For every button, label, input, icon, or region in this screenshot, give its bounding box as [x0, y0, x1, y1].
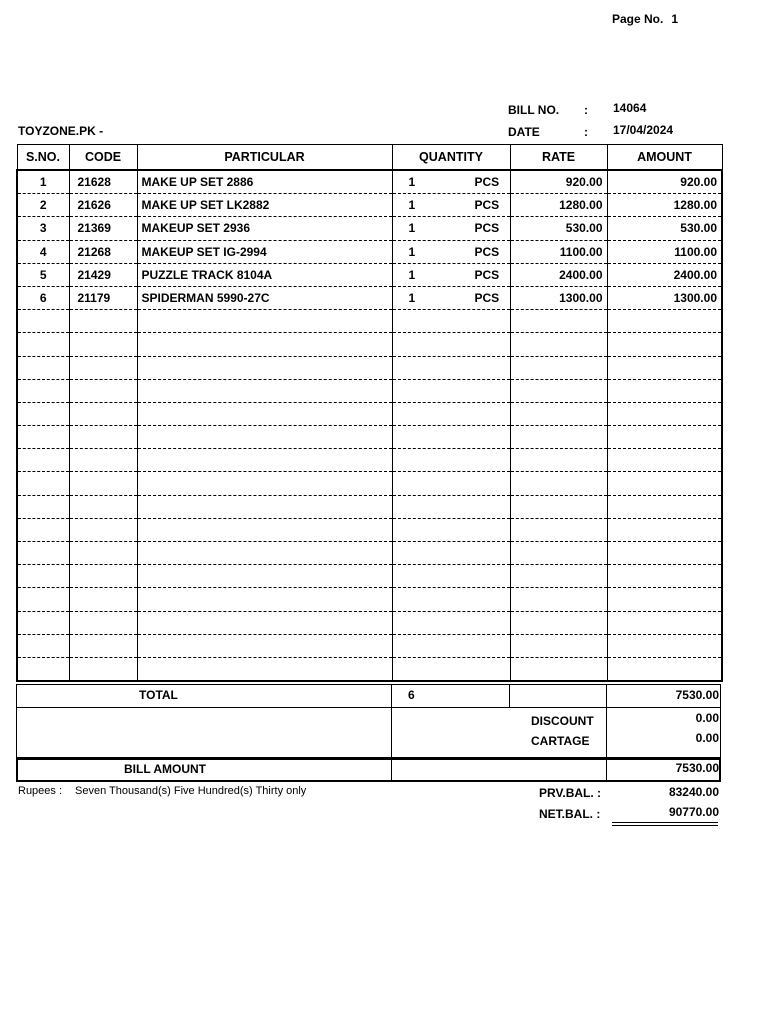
table-row: [17, 263, 722, 286]
cell-code: [69, 565, 137, 588]
cell-quantity: [392, 240, 510, 263]
table-row: [17, 240, 722, 263]
items-body: [17, 170, 722, 681]
quantity-unit: PCS: [474, 267, 500, 282]
discount-label: DISCOUNT: [531, 714, 594, 728]
cartage-label: CARTAGE: [531, 734, 590, 748]
empty-table-row: [17, 333, 722, 356]
cell-quantity: [392, 565, 510, 588]
cell-sno: [17, 379, 69, 402]
cell-code: [69, 426, 137, 449]
cell-quantity: [392, 426, 510, 449]
cell-quantity: [392, 495, 510, 518]
cell-amount: [607, 472, 722, 495]
empty-table-row: [17, 310, 722, 333]
quantity-number: 1: [408, 175, 416, 190]
adjustments-box: [16, 707, 721, 758]
cell-amount: [607, 402, 722, 425]
cell-amount: 1100.00: [607, 240, 722, 263]
cell-code: [69, 495, 137, 518]
cell-rate: 920.00: [510, 170, 607, 194]
cell-quantity: [392, 657, 510, 681]
cell-rate: [510, 472, 607, 495]
cell-sno: [17, 634, 69, 657]
cell-amount: 1300.00: [607, 286, 722, 309]
empty-table-row: [17, 379, 722, 402]
cell-rate: [510, 310, 607, 333]
cell-code: [69, 611, 137, 634]
cell-sno: [17, 495, 69, 518]
cell-amount: [607, 588, 722, 611]
cell-quantity: [392, 356, 510, 379]
cell-particular: [137, 518, 392, 541]
bill-amount-row: [16, 758, 721, 782]
table-row: [17, 286, 722, 309]
page-number: [612, 12, 686, 26]
table-row: [17, 194, 722, 217]
cell-amount: 920.00: [607, 170, 722, 194]
cell-quantity: [392, 194, 510, 217]
total-divider-2: [509, 684, 510, 708]
quantity-number: 1: [408, 198, 416, 213]
cell-amount: [607, 565, 722, 588]
cell-rate: [510, 657, 607, 681]
cell-quantity: [392, 449, 510, 472]
cell-amount: [607, 495, 722, 518]
empty-table-row: [17, 565, 722, 588]
cell-particular: [137, 495, 392, 518]
cell-rate: 530.00: [510, 217, 607, 240]
cell-amount: [607, 356, 722, 379]
empty-table-row: [17, 472, 722, 495]
cell-quantity: [392, 611, 510, 634]
date-label: DATE: [508, 125, 540, 139]
cell-quantity: [392, 263, 510, 286]
quantity-unit: PCS: [474, 244, 500, 259]
cell-code: [69, 657, 137, 681]
cell-amount: [607, 449, 722, 472]
cell-sno: [17, 333, 69, 356]
cell-sno: [17, 472, 69, 495]
header-sno: S.NO.: [17, 145, 69, 171]
cell-amount: [607, 611, 722, 634]
cell-rate: 1100.00: [510, 240, 607, 263]
cell-particular: [137, 310, 392, 333]
cell-sno: [17, 449, 69, 472]
cell-quantity: [392, 170, 510, 194]
cell-sno: [17, 426, 69, 449]
empty-table-row: [17, 518, 722, 541]
header-amount: AMOUNT: [607, 145, 722, 171]
cell-particular: [137, 542, 392, 565]
cell-rate: [510, 333, 607, 356]
cell-particular: MAKEUP SET 2936: [137, 217, 392, 240]
cell-quantity: [392, 588, 510, 611]
adjustments-divider-2: [606, 707, 607, 758]
empty-table-row: [17, 542, 722, 565]
cell-code: [69, 379, 137, 402]
cell-rate: [510, 611, 607, 634]
cell-rate: [510, 495, 607, 518]
cell-code: 21268: [69, 240, 137, 263]
cell-particular: [137, 611, 392, 634]
empty-table-row: [17, 634, 722, 657]
cell-sno: [17, 588, 69, 611]
cell-quantity: [392, 402, 510, 425]
quantity-number: 1: [408, 221, 416, 236]
cell-quantity: [392, 634, 510, 657]
quantity-number: 1: [408, 291, 416, 306]
table-header-row: [17, 145, 722, 171]
cell-amount: [607, 542, 722, 565]
cell-particular: MAKE UP SET 2886: [137, 170, 392, 194]
cell-rate: [510, 379, 607, 402]
cell-rate: [510, 542, 607, 565]
cell-rate: [510, 402, 607, 425]
cell-sno: [17, 657, 69, 681]
header-code: CODE: [69, 145, 137, 171]
empty-table-row: [17, 402, 722, 425]
bill-amount-label: BILL AMOUNT: [124, 762, 206, 776]
cell-code: [69, 518, 137, 541]
cell-particular: [137, 634, 392, 657]
bill-amount-divider-2: [606, 758, 607, 782]
cell-sno: [17, 611, 69, 634]
cell-sno: [17, 356, 69, 379]
cell-amount: [607, 634, 722, 657]
cell-code: 21369: [69, 217, 137, 240]
bill-amount-value: 7530.00: [675, 761, 719, 775]
cell-amount: 2400.00: [607, 263, 722, 286]
cell-amount: [607, 518, 722, 541]
cell-rate: [510, 518, 607, 541]
bill-no-label: BILL NO.: [508, 103, 560, 117]
cell-quantity: [392, 518, 510, 541]
empty-table-row: [17, 611, 722, 634]
cell-particular: [137, 449, 392, 472]
header-quantity: QUANTITY: [392, 145, 510, 171]
total-divider-1: [391, 684, 392, 708]
header-rate: RATE: [510, 145, 607, 171]
cell-amount: [607, 310, 722, 333]
cell-code: [69, 310, 137, 333]
cell-code: [69, 542, 137, 565]
bill-no-colon: :: [584, 103, 588, 117]
cell-code: [69, 588, 137, 611]
cell-sno: 1: [17, 170, 69, 194]
cell-amount: [607, 426, 722, 449]
prv-bal-value: 83240.00: [668, 785, 719, 799]
cell-sno: [17, 402, 69, 425]
cell-amount: [607, 657, 722, 681]
cell-particular: MAKE UP SET LK2882: [137, 194, 392, 217]
cell-code: [69, 333, 137, 356]
cell-code: 21429: [69, 263, 137, 286]
cell-particular: MAKEUP SET IG-2994: [137, 240, 392, 263]
total-row: [16, 684, 721, 708]
items-table: [16, 144, 723, 682]
page-number-value: 1: [671, 12, 679, 26]
empty-table-row: [17, 449, 722, 472]
cell-quantity: [392, 472, 510, 495]
cell-code: [69, 402, 137, 425]
cell-rate: [510, 588, 607, 611]
cell-rate: [510, 634, 607, 657]
cell-rate: [510, 449, 607, 472]
cell-particular: [137, 657, 392, 681]
cell-particular: [137, 402, 392, 425]
net-bal-double-underline: [612, 822, 718, 826]
cell-sno: [17, 518, 69, 541]
rupees-label: Rupees :: [18, 785, 63, 797]
cell-quantity: [392, 217, 510, 240]
cell-amount: [607, 379, 722, 402]
shop-name: TOYZONE.PK -: [18, 124, 104, 138]
cell-code: 21628: [69, 170, 137, 194]
cell-quantity: [392, 286, 510, 309]
adjustments-divider-1: [391, 707, 392, 758]
cell-rate: [510, 426, 607, 449]
cell-quantity: [392, 333, 510, 356]
total-amount: 7530.00: [675, 688, 719, 702]
cell-sno: 5: [17, 263, 69, 286]
rupees-in-words: Seven Thousand(s) Five Hundred(s) Thirty only: [75, 785, 307, 797]
quantity-number: 1: [408, 267, 416, 282]
cell-particular: [137, 565, 392, 588]
total-divider-3: [606, 684, 607, 708]
prv-bal-label: PRV.BAL. :: [539, 786, 602, 800]
quantity-number: 1: [408, 244, 416, 259]
cell-particular: [137, 333, 392, 356]
cell-code: 21626: [69, 194, 137, 217]
cell-particular: [137, 426, 392, 449]
cell-code: [69, 356, 137, 379]
bill-no-value: 14064: [613, 101, 647, 115]
cell-particular: [137, 356, 392, 379]
discount-value: 0.00: [695, 711, 719, 725]
cell-sno: [17, 542, 69, 565]
header-particular: PARTICULAR: [137, 145, 392, 171]
empty-table-row: [17, 657, 722, 681]
empty-table-row: [17, 426, 722, 449]
net-bal-label: NET.BAL. :: [539, 807, 601, 821]
empty-table-row: [17, 495, 722, 518]
cell-code: [69, 472, 137, 495]
total-qty: 6: [408, 688, 415, 702]
quantity-unit: PCS: [474, 175, 500, 190]
cell-sno: 2: [17, 194, 69, 217]
quantity-unit: PCS: [474, 291, 500, 306]
cell-particular: [137, 588, 392, 611]
empty-table-row: [17, 356, 722, 379]
empty-table-row: [17, 588, 722, 611]
cell-sno: [17, 310, 69, 333]
date-colon: :: [584, 125, 588, 139]
cell-code: [69, 449, 137, 472]
cell-rate: 2400.00: [510, 263, 607, 286]
cell-sno: 3: [17, 217, 69, 240]
table-row: [17, 217, 722, 240]
cell-rate: 1300.00: [510, 286, 607, 309]
date-value: 17/04/2024: [613, 123, 674, 137]
cell-quantity: [392, 542, 510, 565]
cell-code: 21179: [69, 286, 137, 309]
cell-quantity: [392, 310, 510, 333]
quantity-unit: PCS: [474, 198, 500, 213]
total-label: TOTAL: [139, 688, 178, 702]
cell-amount: [607, 333, 722, 356]
cell-rate: 1280.00: [510, 194, 607, 217]
cell-rate: [510, 356, 607, 379]
cell-sno: 6: [17, 286, 69, 309]
bill-amount-divider-1: [391, 758, 392, 782]
net-bal-value: 90770.00: [668, 805, 719, 819]
cell-quantity: [392, 379, 510, 402]
cell-particular: SPIDERMAN 5990-27C: [137, 286, 392, 309]
cell-code: [69, 634, 137, 657]
cell-particular: PUZZLE TRACK 8104A: [137, 263, 392, 286]
cell-rate: [510, 565, 607, 588]
cell-sno: [17, 565, 69, 588]
table-row: [17, 170, 722, 194]
cell-amount: 1280.00: [607, 194, 722, 217]
cell-particular: [137, 379, 392, 402]
cell-sno: 4: [17, 240, 69, 263]
cell-particular: [137, 472, 392, 495]
cartage-value: 0.00: [695, 731, 719, 745]
page-number-label: Page No.: [612, 12, 664, 26]
cell-amount: 530.00: [607, 217, 722, 240]
quantity-unit: PCS: [474, 221, 500, 236]
